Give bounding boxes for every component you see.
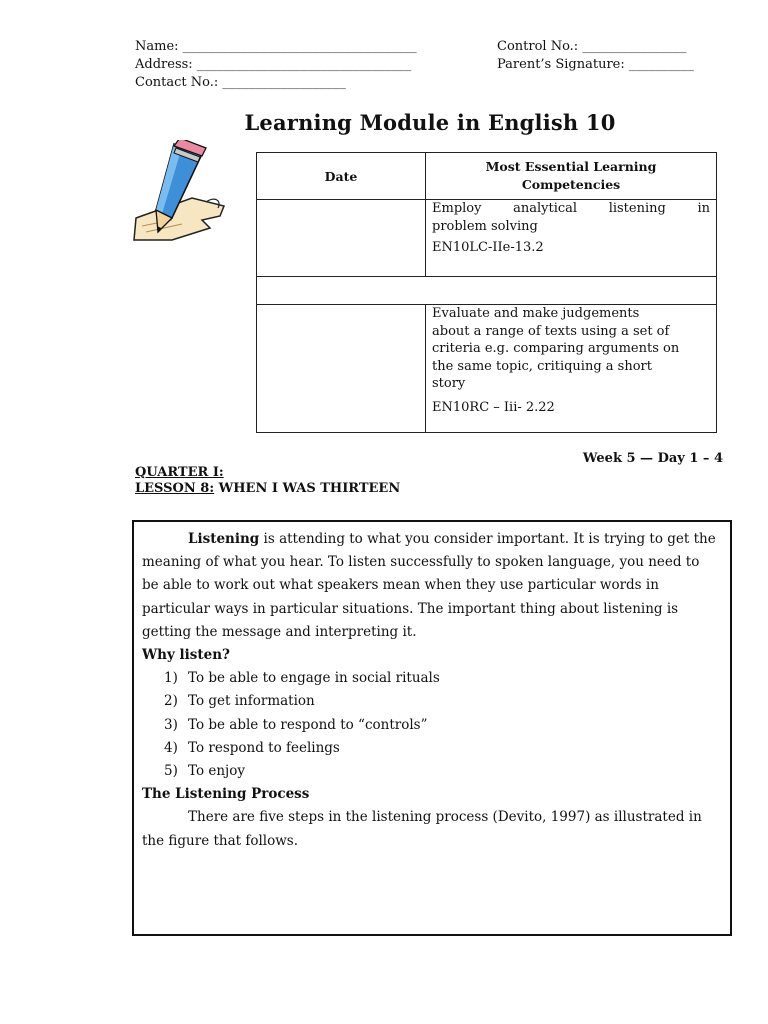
competencies-header: Most Essential Learning Competencies [426,153,717,200]
date-header: Date [257,153,426,200]
list-item: 5) To enjoy [164,763,245,780]
pencil-icon [132,140,228,244]
reasons-list [142,667,720,783]
lesson-title: WHEN I WAS THIRTEEN [218,481,401,496]
date-cell [257,305,426,433]
parent-signature-field: Parent’s Signature: __________ [497,57,694,72]
competency-code: EN10LC-IIe-13.2 [432,240,544,255]
lesson-heading [135,465,400,497]
control-number-field: Control No.: ________________ [497,39,687,54]
quarter-label: QUARTER I: [135,465,224,480]
lesson-content [142,528,720,853]
competencies-table [256,152,717,433]
why-listen-heading: Why listen? [142,647,230,664]
list-item: 3) To be able to respond to “controls” [164,716,428,733]
page-title: Learning Module in English 10 [244,110,616,135]
competency-code: EN10RC – Iii- 2.22 [432,399,555,415]
date-cell [257,200,426,277]
contact-field: Contact No.: ___________________ [135,75,346,90]
competency-cell: Employ analytical listening in problem solving EN10LC-IIe-13.2 [426,200,717,277]
listening-process-heading: The Listening Process [142,786,310,803]
name-field: Name: ____________________________________ [135,39,417,54]
lesson-label: LESSON 8: [135,481,215,496]
list-item: 1) To be able to engage in social rituals [164,670,440,687]
intro-paragraph: Listening is attending to what you consider important. It is trying to get the meaning of what you hear. To listen successfully to spoken language, you need to be able to work out what speakers mean when they use particular words in particular ways in particular situations. The important thing about listening is getting the message and interpreting it. [142,531,716,640]
spacer-row [257,277,717,305]
list-item: 2) To get information [164,693,315,710]
week-label: Week 5 — Day 1 – 4 [582,451,723,466]
competency-cell: Evaluate and make judgements about a range of texts using a set of criteria e.g. comparing arguments on the same topic, critiquing a short story EN10RC – Iii- 2.22 [426,305,717,433]
address-field: Address: _________________________________ [135,57,412,72]
list-item: 4) To respond to feelings [164,739,340,756]
process-paragraph: There are five steps in the listening process (Devito, 1997) as illustrated in the figure that follows. [142,809,702,849]
